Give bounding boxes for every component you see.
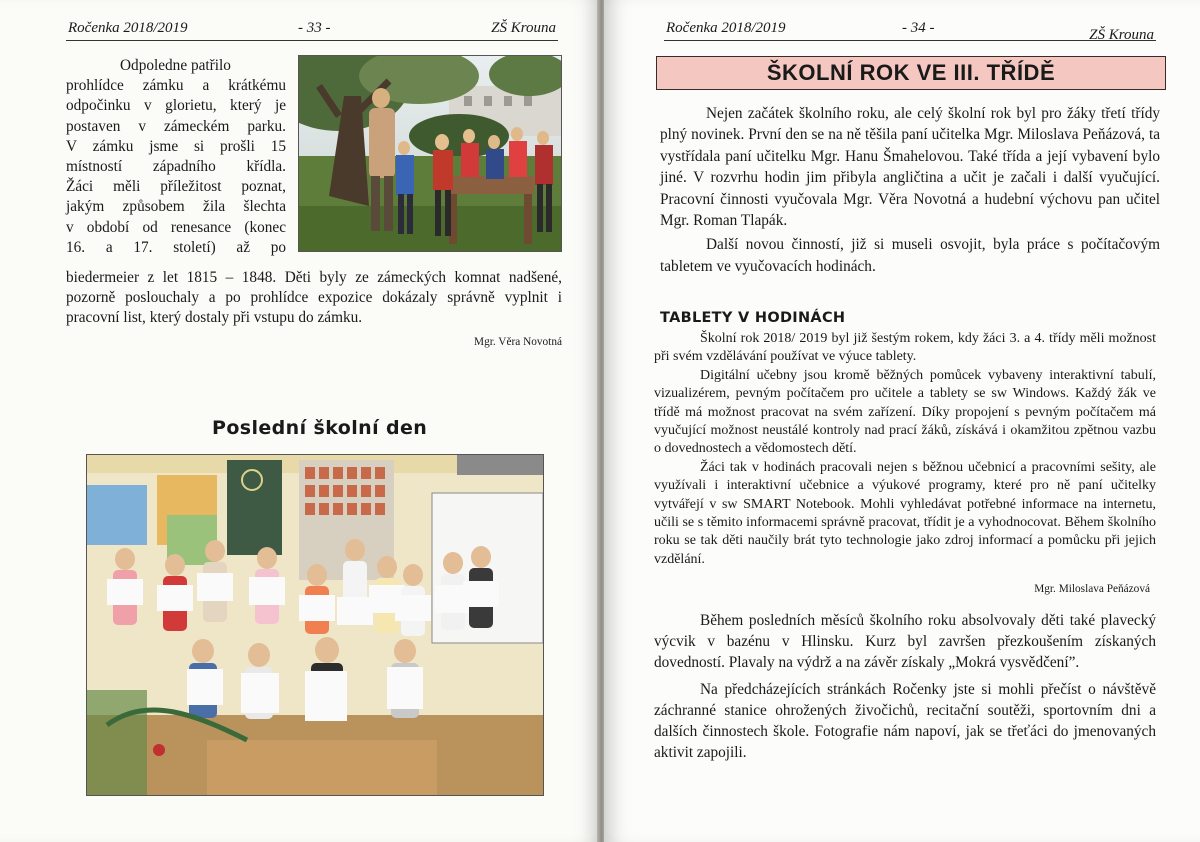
left-signature: Mgr. Věra Novotná [474, 336, 562, 348]
closing-text [654, 610, 1156, 763]
tablets-subheading: TABLETY V HODINÁCH [660, 310, 846, 326]
left-header-school: ZŠ Krouna [491, 20, 556, 36]
page-title: ŠKOLNÍ ROK VE III. TŘÍDĚ [656, 56, 1166, 90]
wrap-line: 16. a 17. století) až po [66, 238, 286, 256]
right-header-title: Ročenka 2018/2019 [666, 20, 786, 36]
castle-paragraph-continued: biedermeier z let 1815 – 1848. Děti byly ze zámeckých komnat nadšené, pozorně poslouchaly a po prohlídce expozice dokázaly správně vyplnit i pracovní list, který dostaly při vstupu do zámku. [66, 269, 562, 327]
swimming-paragraph: Během posledních měsíců školního roku absolvovaly děti také plavecký výcvik v bazénu v Hlinsku. Kurz byl završen přezkoušením získaných dovedností. Plavaly na výdrž a na závěr získaly „Mokrá vysvědčení”. [654, 612, 1156, 671]
intro-paragraph-1: Nejen začátek školního roku, ale celý školní rok byl pro žáky třetí třídy plný novinek. První den se na ně těšila paní učitelka Mgr. Miloslava Peňázová, ta vystřídala paní učitelku Mgr. Hanu Šmahelovou. Také třída a její vybavení bylo jiné. V rozvrhu hodin jim přibyla angličtina a učit je začali i další vyučující. Pracovní činnosti vyučovala Mgr. Věra Novotná a hudební výchovu pan učitel Mgr. Roman Tlapák. [660, 105, 1160, 230]
tablets-paragraph-2: Digitální učebny jsou kromě běžných pomůcek vybaveny interaktivní tabulí, vizualizérem, pevným počítačem pro učitele a tablety se sw Windows. Každý žák ve třídě má možnost pracovat na svém zařízení. Díky propojení s pevným počítačem má vyučující možnost neustálé kontroly nad prací žáků, získává i okamžitou zpětnou vazbu o dovednostech a vědomostech dětí. [654, 367, 1156, 457]
wrap-line: Odpoledne patřilo [120, 57, 231, 74]
right-page [604, 0, 1200, 842]
wrap-line: místností západního křídla. [66, 158, 286, 176]
tablets-text [654, 330, 1156, 569]
right-header-school: ZŠ Krouna [1089, 27, 1154, 43]
right-header-page-number: - 34 - [902, 20, 935, 36]
castle-park-photo [298, 55, 562, 252]
tablets-paragraph-3: Žáci tak v hodinách pracovali nejen s běžnou učebnicí a pracovními sešity, ale využívali i interaktivní učebnice a výukové programy, které pro ně paní učitelky vytvářejí v sw SMART Notebook. Mohli vyhledávat potřebné informace na internetu, učili se s těmito informacemi správně pracovat, třídit je a vyhodnocovat. Během školního roku se tak děti naučily brát tyto technologie jako zdroj informací a pomůcku při jejich vzdělání. [654, 459, 1156, 567]
wrap-line: V zámku jsme si prošli 15 [66, 137, 286, 155]
wrap-line: postaven v zámeckém parku. [66, 117, 286, 135]
tablets-paragraph-1: Školní rok 2018/ 2019 byl již šestým rokem, kdy žáci 3. a 4. třídy měli možnost při svém vzdělávání používat ve výuce tablety. [654, 331, 1156, 365]
wrap-line: jakým způsobem žila šlechta [66, 198, 286, 216]
wrap-line: prohlídce zámku a krátkému [66, 77, 286, 95]
castle-paragraph-wrap [66, 56, 286, 258]
closing-paragraph: Na předcházejících stránkách Ročenky jste si mohli přečíst o návštěvě záchranné stanice ohrožených živočichů, recitační soutěži, sportovním dni a dalších činnostech škole. Fotografie nám napoví, jak se třeťáci do jmenovaných aktivit zapojili. [654, 681, 1156, 761]
intro-text [660, 103, 1160, 277]
left-header-page-number: - 33 - [298, 20, 331, 36]
intro-paragraph-2: Další novou činností, již si museli osvojit, byla práce s počítačovým tabletem ve vyučovacích hodinách. [660, 236, 1160, 275]
last-school-day-title: Poslední školní den [212, 417, 428, 439]
wrap-line: Žáci měli příležitost poznat, [66, 178, 286, 196]
wrap-line: odpočinku v glorietu, který je [66, 97, 286, 115]
left-header-title: Ročenka 2018/2019 [68, 20, 188, 36]
wrap-line: v období od renesance (konec [66, 218, 286, 236]
left-header [66, 18, 558, 41]
class-illustration [87, 455, 543, 795]
class-photo [86, 454, 544, 796]
right-header [664, 18, 1156, 41]
castle-park-illustration [299, 56, 561, 251]
right-signature: Mgr. Miloslava Peňázová [1034, 583, 1150, 595]
